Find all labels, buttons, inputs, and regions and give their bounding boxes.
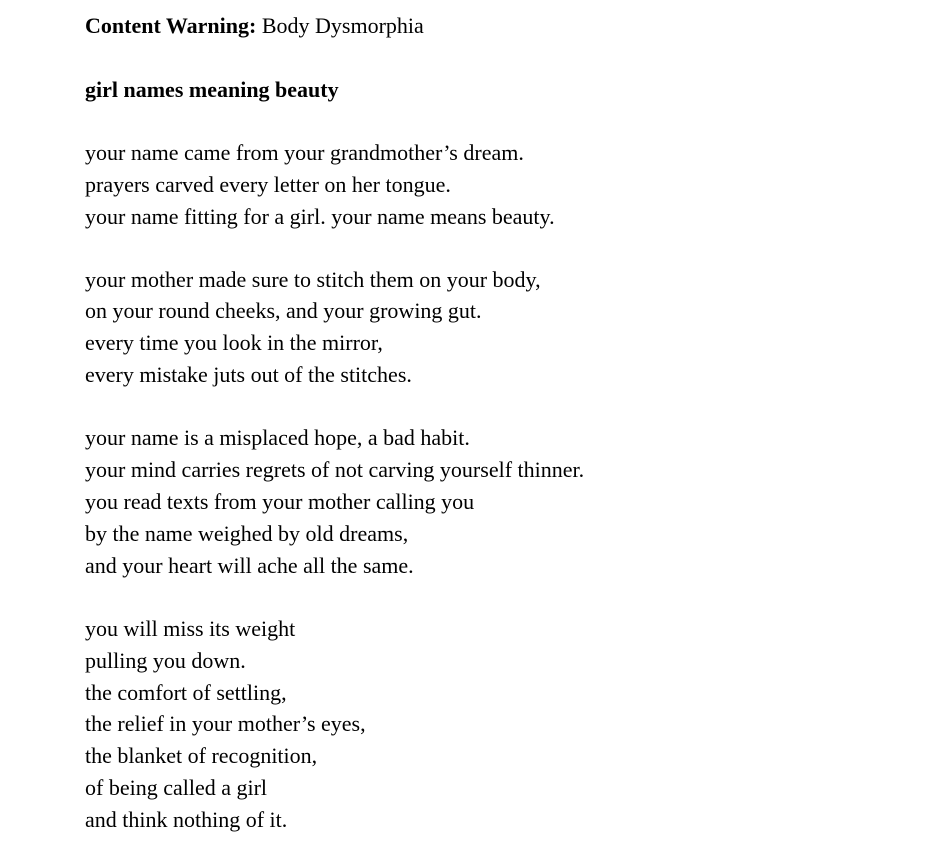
poem-title: girl names meaning beauty — [85, 76, 339, 102]
stanza-4 — [85, 613, 925, 836]
poem-line: pulling you down. — [85, 647, 246, 673]
poem-line: your mother made sure to stitch them on your body, — [85, 266, 541, 292]
poem-line: of being called a girl — [85, 775, 268, 801]
content-warning-value: Body Dysmorphia — [261, 13, 424, 38]
poem-line: and think nothing of it. — [85, 807, 288, 833]
poem-line: your mind carries regrets of not carving yourself thinner. — [85, 457, 585, 483]
stanza-1 — [85, 137, 925, 233]
document-page — [85, 10, 925, 836]
poem-line: the relief in your mother’s eyes, — [85, 711, 366, 737]
poem-line: prayers carved every letter on her tongue. — [85, 171, 451, 197]
poem-line: on your round cheeks, and your growing gut. — [85, 298, 482, 324]
poem-line: the comfort of settling, — [85, 679, 287, 705]
poem-line: your name came from your grandmother’s dream. — [85, 139, 524, 165]
poem-line: and your heart will ache all the same. — [85, 552, 414, 578]
content-warning — [85, 10, 925, 42]
poem-line: you read texts from your mother calling you — [85, 488, 475, 514]
poem-line: every time you look in the mirror, — [85, 330, 383, 356]
stanza-3 — [85, 422, 925, 582]
poem-line: the blanket of recognition, — [85, 743, 318, 769]
poem-line: your name fitting for a girl. your name means beauty. — [85, 203, 555, 229]
stanza-2 — [85, 264, 925, 392]
poem-line: every mistake juts out of the stitches. — [85, 362, 412, 388]
content-warning-label: Content Warning: — [85, 13, 257, 38]
poem-line: by the name weighed by old dreams, — [85, 520, 409, 546]
poem-line: your name is a misplaced hope, a bad habit. — [85, 425, 470, 451]
poem-line: you will miss its weight — [85, 615, 296, 641]
